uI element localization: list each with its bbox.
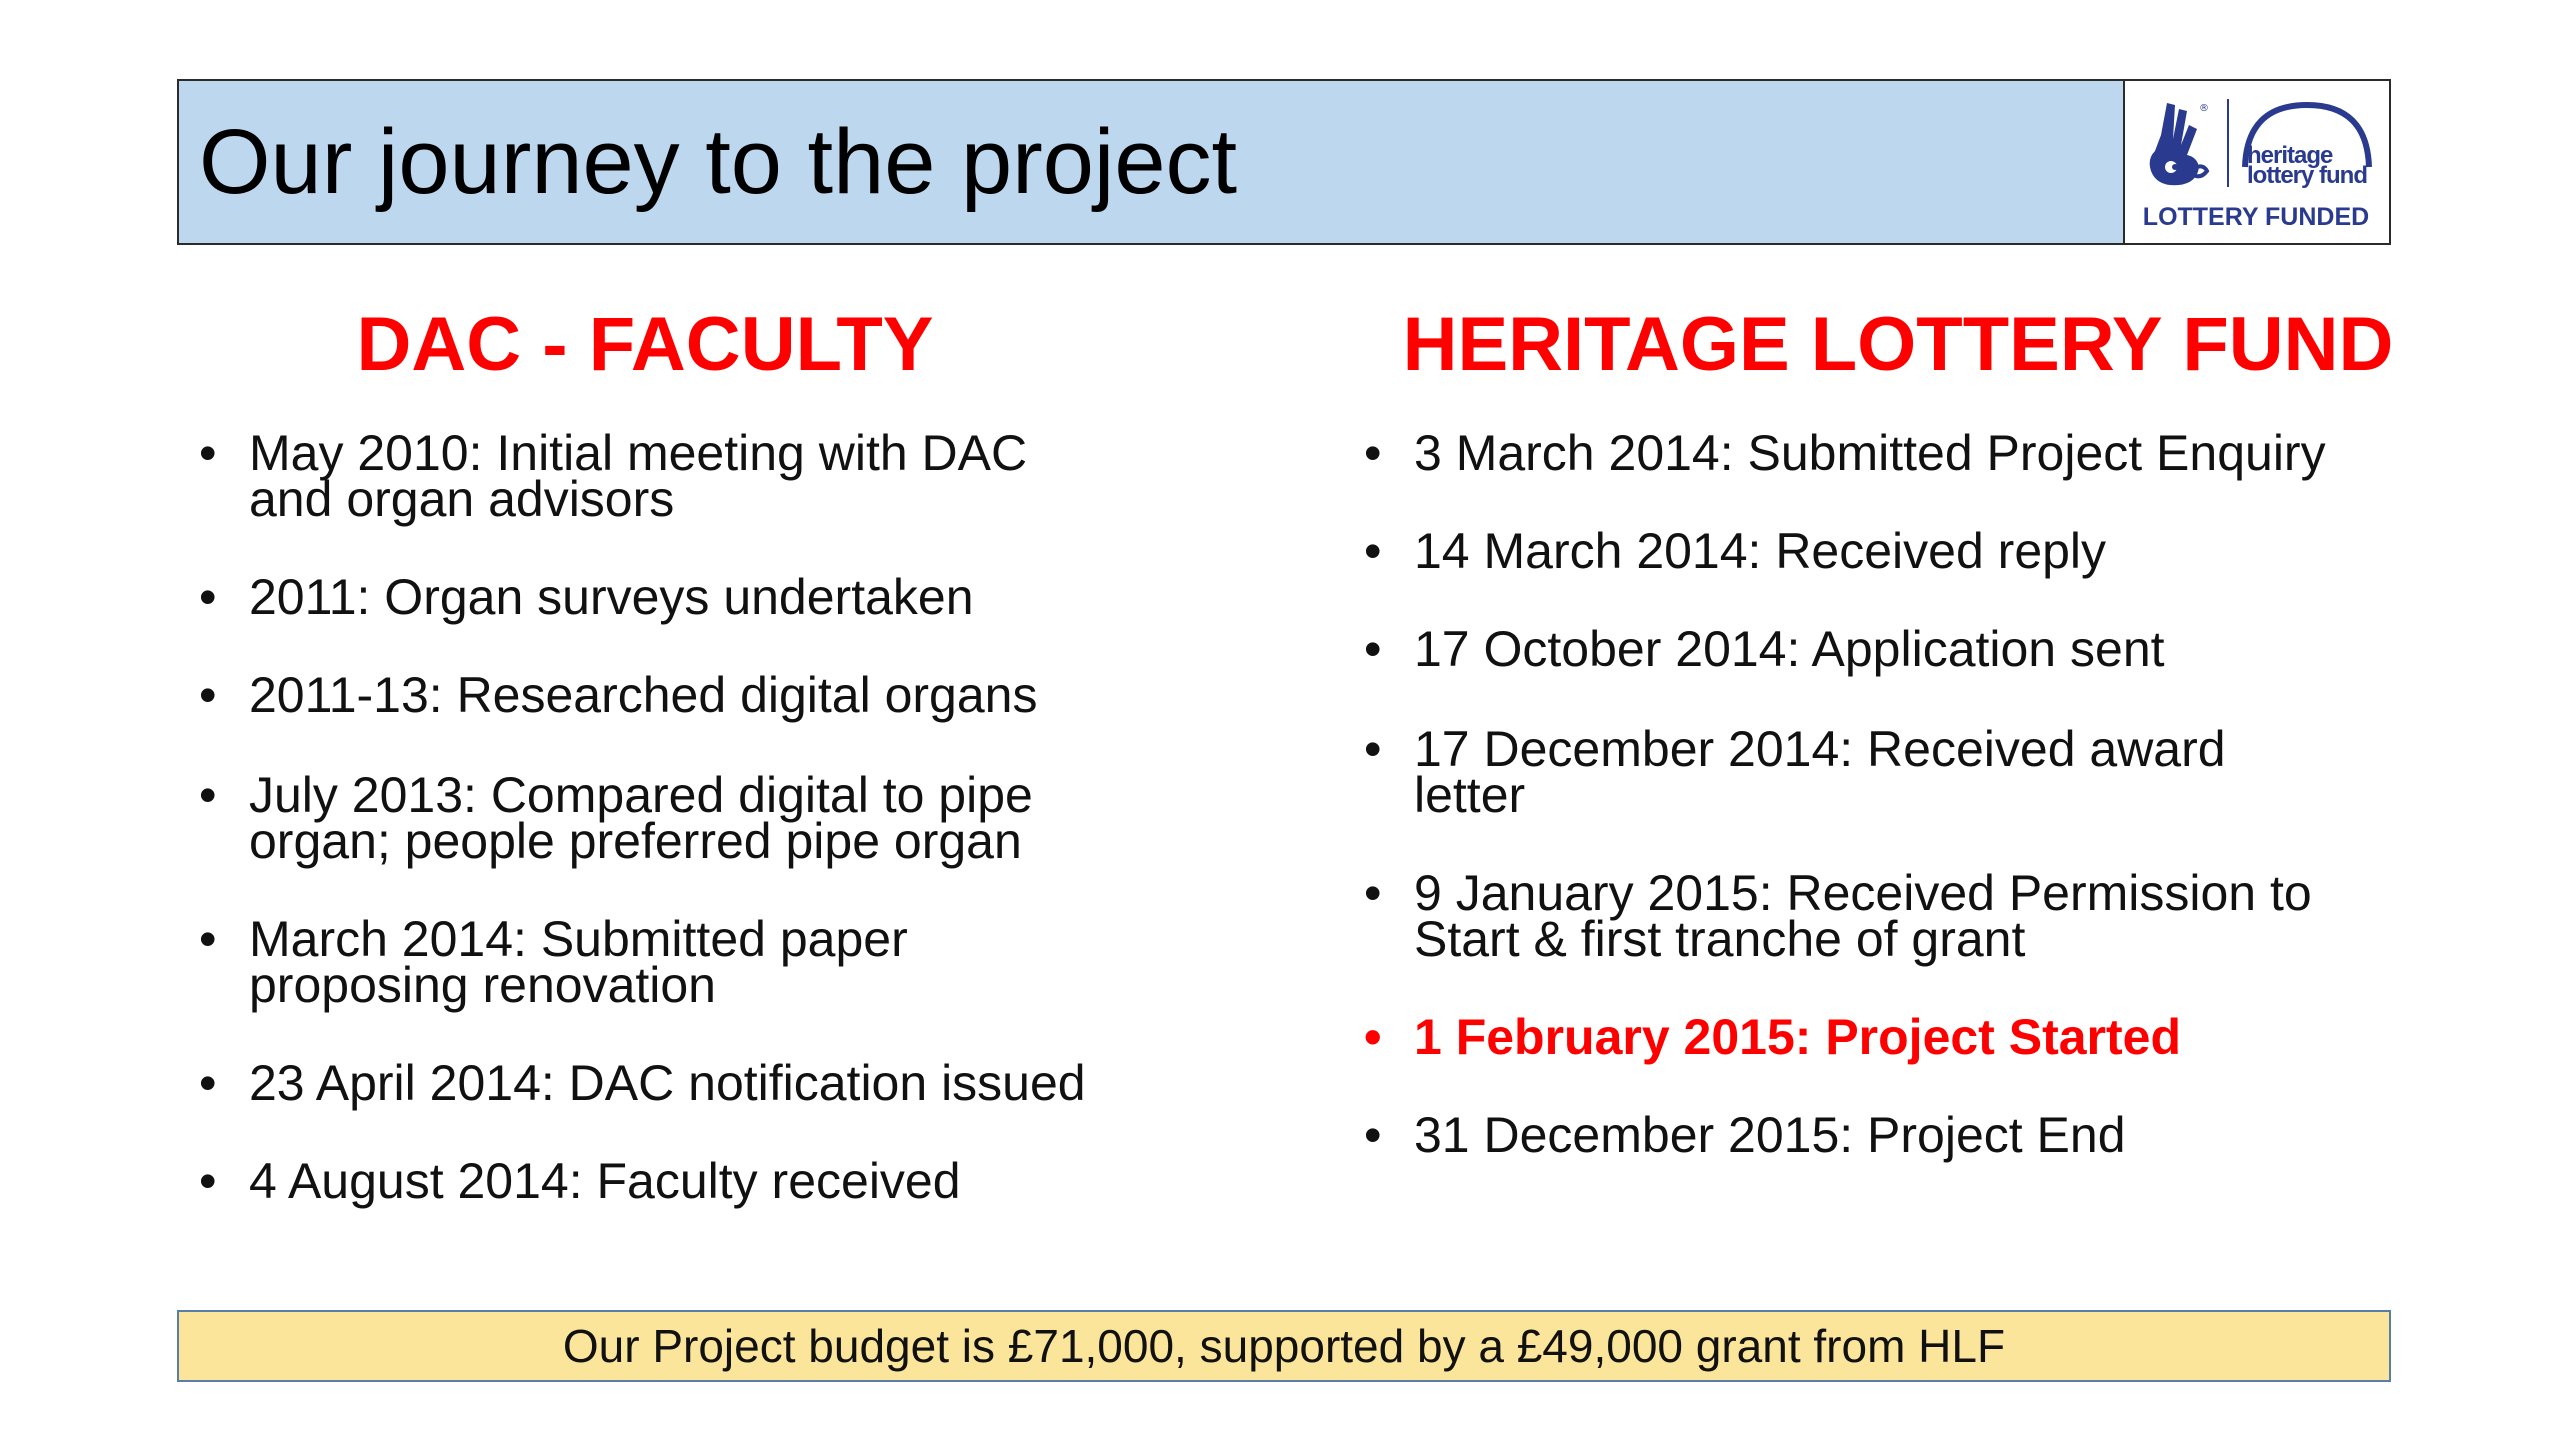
- logo-text-lottery-funded: LOTTERY FUNDED: [2142, 203, 2370, 231]
- hlf-column: [1350, 300, 2450, 1163]
- logo-divider: [2227, 99, 2229, 187]
- list-item-line: 2011-13: Researched digital organs: [249, 667, 1038, 723]
- list-item: [185, 667, 1038, 723]
- list-item-line: 9 January 2015: Received Permission to: [1414, 865, 2312, 921]
- bullet: •: [1364, 865, 1382, 921]
- list-item-line: organ; people preferred pipe organ: [249, 813, 1022, 869]
- list-item-line: 14 March 2014: Received reply: [1414, 523, 2107, 579]
- list-item: [185, 1055, 1086, 1111]
- list-item-line: May 2010: Initial meeting with DAC: [249, 425, 1028, 481]
- logo-text-heritage: heritage: [2247, 142, 2333, 169]
- list-item-line: 2011: Organ surveys undertaken: [249, 569, 974, 625]
- list-item: [185, 911, 908, 1013]
- list-item: [185, 1153, 961, 1209]
- list-item-line: and organ advisors: [249, 471, 675, 527]
- budget-footer: [177, 1310, 2391, 1382]
- bullet: •: [199, 667, 217, 723]
- bullet: •: [1364, 621, 1382, 677]
- list-item-line: proposing renovation: [249, 957, 716, 1013]
- list-item-line: 1 February 2015: Project Started: [1414, 1009, 2181, 1065]
- bullet: •: [1364, 721, 1382, 777]
- title-bar: [177, 79, 2391, 245]
- list-item-line: 17 October 2014: Application sent: [1414, 621, 2165, 677]
- list-item-line: July 2013: Compared digital to pipe: [249, 767, 1033, 823]
- bullet: •: [199, 767, 217, 823]
- bullet: •: [199, 569, 217, 625]
- budget-text: Our Project budget is £71,000, supported by a £49,000 grant from HLF: [562, 1320, 2006, 1372]
- list-item: [1350, 425, 2326, 481]
- list-item: [1350, 621, 2165, 677]
- hlf-heading: HERITAGE LOTTERY FUND: [1402, 302, 2394, 387]
- list-item-line: letter: [1414, 767, 1526, 823]
- bullet: •: [199, 425, 217, 481]
- list-item-line: 3 March 2014: Submitted Project Enquiry: [1414, 425, 2326, 481]
- logo-text-lottery-fund: lottery fund: [2247, 162, 2367, 189]
- list-item: [185, 425, 1028, 527]
- lottery-crossed-fingers-icon: [2137, 95, 2219, 191]
- bullet: •: [199, 1055, 217, 1111]
- bullet: •: [199, 1153, 217, 1209]
- list-item-line: 17 December 2014: Received award: [1414, 721, 2226, 777]
- list-item-line: 31 December 2015: Project End: [1414, 1107, 2126, 1163]
- bullet: •: [1364, 523, 1382, 579]
- slide-title: Our journey to the project: [199, 111, 1238, 213]
- svg-text:®: ®: [2199, 103, 2209, 114]
- list-item: [1350, 523, 2107, 579]
- list-item: [1350, 865, 2312, 967]
- list-item: [1350, 721, 2226, 823]
- bullet: •: [1364, 1107, 1382, 1163]
- hlf-logo: [2123, 81, 2389, 243]
- list-item: [185, 767, 1033, 869]
- list-item-line: Start & first tranche of grant: [1414, 911, 2026, 967]
- list-item: [1350, 1107, 2126, 1163]
- bullet: •: [1364, 425, 1382, 481]
- list-item-line: 23 April 2014: DAC notification issued: [249, 1055, 1086, 1111]
- dac-faculty-heading: DAC - FACULTY: [356, 302, 934, 387]
- bullet: •: [199, 911, 217, 967]
- list-item-line: March 2014: Submitted paper: [249, 911, 908, 967]
- bullet: •: [1364, 1009, 1382, 1065]
- dac-faculty-column: [185, 300, 1185, 1209]
- list-item-line: 4 August 2014: Faculty received: [249, 1153, 961, 1209]
- list-item-project-started: [1350, 1009, 2181, 1065]
- list-item: [185, 569, 974, 625]
